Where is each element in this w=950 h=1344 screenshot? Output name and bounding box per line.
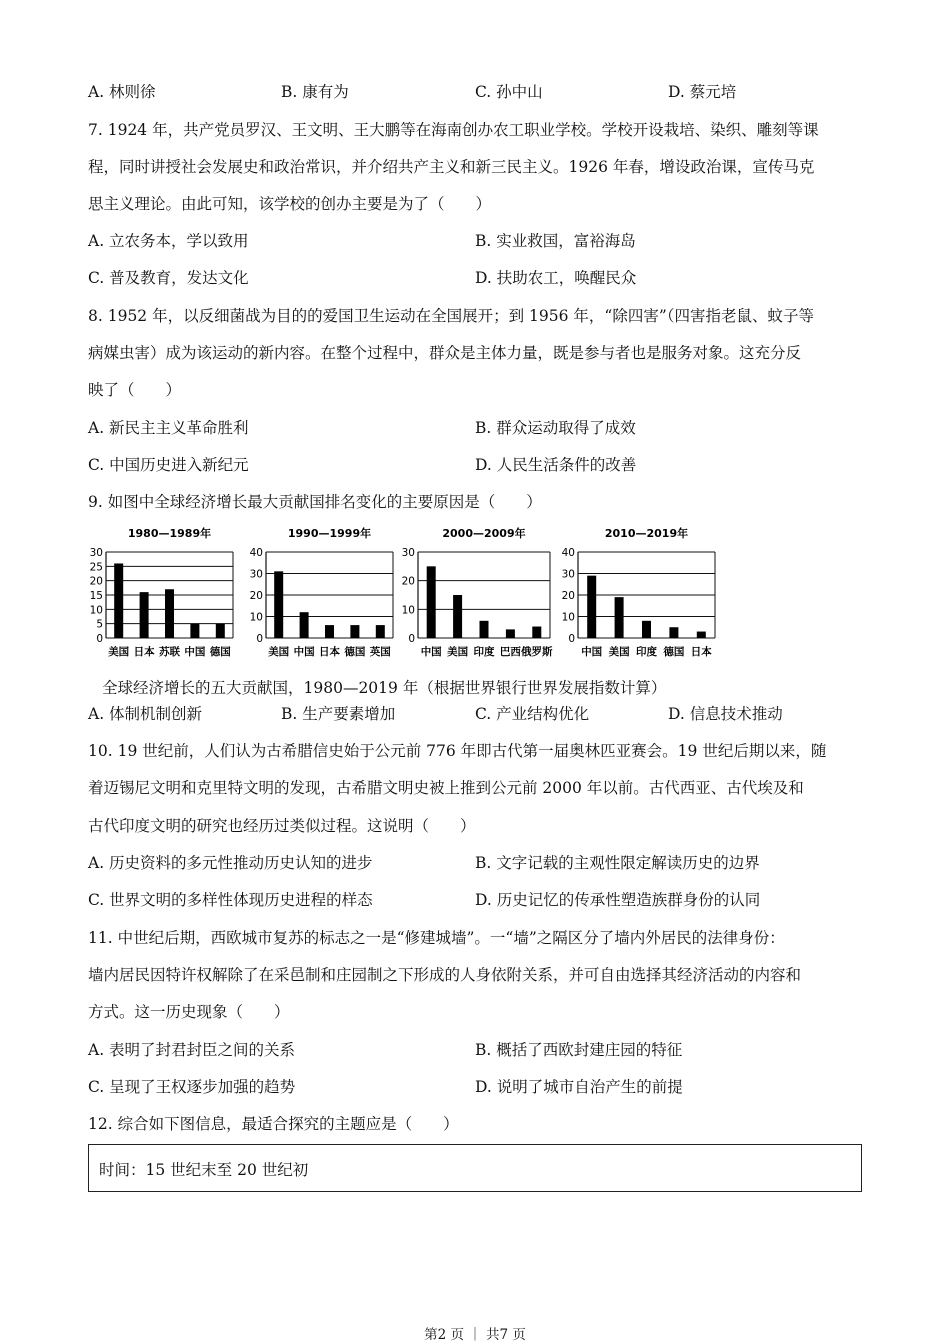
bar xyxy=(376,625,385,638)
x-tick-label: 日本 xyxy=(133,646,155,658)
chart-svg xyxy=(88,522,238,667)
q8-stem-line: 8. 1952 年，以反细菌战为目的的爱国卫生运动在全国展开；到 1956 年，“除四害”（四害指老鼠、蚊子等 xyxy=(88,307,814,325)
q11-stem-line: 方式。这一历史现象（ ） xyxy=(88,1003,290,1021)
q10-option-a: A. 历史资料的多元性推动历史认知的进步 xyxy=(88,854,373,872)
x-tick-label: 印度 xyxy=(473,646,495,658)
x-tick-label: 英国 xyxy=(369,646,391,658)
chart-title: 2000—2009年 xyxy=(442,527,526,540)
x-tick-label: 美国 xyxy=(268,646,290,658)
chart-svg xyxy=(560,522,720,667)
q10-option-c: C. 世界文明的多样性体现历史进程的样态 xyxy=(88,891,373,909)
bar xyxy=(669,627,678,638)
q9-option-c: C. 产业结构优化 xyxy=(475,705,590,723)
bar xyxy=(697,632,706,638)
bar xyxy=(114,563,123,638)
q8-option-d: D. 人民生活条件的改善 xyxy=(475,456,637,474)
page-footer: 第2 页 ｜ 共7 页 xyxy=(424,1327,526,1343)
y-tick-label: 30 xyxy=(561,568,575,581)
chart-title: 1990—1999年 xyxy=(287,527,372,540)
y-tick-label: 10 xyxy=(401,604,415,617)
x-tick-label: 印度 xyxy=(636,646,657,658)
q9-stem: 9. 如图中全球经济增长最大贡献国排名变化的主要原因是（ ） xyxy=(88,493,542,511)
bar xyxy=(587,576,596,638)
y-tick-label: 30 xyxy=(249,568,263,581)
bar xyxy=(325,625,334,638)
bar xyxy=(532,627,541,638)
q7-stem-line: 7. 1924 年，共产党员罗汉、王文明、王大鹏等在海南创办农工职业学校。学校开设栽培、染织、雕刻等课 xyxy=(88,121,819,139)
q9-option-a: A. 体制机制创新 xyxy=(88,705,203,723)
y-tick-label: 0 xyxy=(256,633,263,645)
x-tick-label: 日本 xyxy=(319,646,340,658)
bar xyxy=(190,624,199,638)
q10-option-b: B. 文字记载的主观性限定解读历史的边界 xyxy=(475,854,760,872)
x-tick-label: 中国 xyxy=(420,646,442,658)
q8-option-c: C. 中国历史进入新纪元 xyxy=(88,456,249,474)
q7-option-a: A. 立农务本，学以致用 xyxy=(88,232,249,250)
x-tick-label: 美国 xyxy=(608,646,630,658)
q12-box-text: 时间：15 世纪末至 20 世纪初 xyxy=(99,1161,309,1179)
q6-option-a: A. 林则徐 xyxy=(88,83,156,101)
x-tick-label: 德国 xyxy=(344,646,366,658)
chart-caption: 全球经济增长的五大贡献国，1980—2019 年（根据世界银行世界发展指数计算） xyxy=(102,679,667,697)
bar xyxy=(480,621,489,638)
bar-chart-1980s xyxy=(88,522,238,671)
y-tick-label: 5 xyxy=(96,618,103,631)
y-tick-label: 0 xyxy=(96,633,103,645)
q12-info-box xyxy=(88,1144,862,1192)
bar xyxy=(274,571,283,638)
q7-option-c: C. 普及教育，发达文化 xyxy=(88,269,249,287)
q11-stem-line: 墙内居民因特许权解除了在采邑制和庄园制之下形成的人身依附关系，并可自由选择其经济活动的内容和 xyxy=(88,966,802,984)
y-tick-label: 40 xyxy=(249,547,263,559)
chart-svg xyxy=(248,522,398,667)
x-tick-label: 德国 xyxy=(209,646,231,658)
q9-option-b: B. 生产要素增加 xyxy=(281,705,396,723)
bar xyxy=(615,597,624,638)
bar xyxy=(427,566,436,638)
bar xyxy=(506,629,515,638)
x-tick-label: 巴西 xyxy=(499,646,521,658)
q8-stem-line: 病媒虫害）成为该运动的新内容。在整个过程中，群众是主体力量，既是参与者也是服务对象。这充分反 xyxy=(88,344,802,362)
x-tick-label: 中国 xyxy=(581,646,603,658)
q7-option-b: B. 实业救国，富裕海岛 xyxy=(475,232,636,250)
y-tick-label: 10 xyxy=(89,604,103,617)
chart-title: 2010—2019年 xyxy=(604,527,689,540)
bar xyxy=(453,595,462,638)
q12-stem: 12. 综合如下图信息，最适合探究的主题应是（ ） xyxy=(88,1115,459,1133)
q10-option-d: D. 历史记忆的传承性塑造族群身份的认同 xyxy=(475,891,761,909)
chart-svg xyxy=(400,522,555,667)
q6-option-d: D. 蔡元培 xyxy=(668,83,737,101)
q10-stem-line: 古代印度文明的研究也经历过类似过程。这说明（ ） xyxy=(88,817,476,835)
q11-option-a: A. 表明了封君封臣之间的关系 xyxy=(88,1041,296,1059)
y-tick-label: 0 xyxy=(408,633,415,645)
bar xyxy=(165,589,174,638)
q7-stem-line: 思主义理论。由此可知，该学校的创办主要是为了（ ） xyxy=(88,195,492,213)
q8-stem-line: 映了（ ） xyxy=(88,381,182,399)
bar xyxy=(216,624,225,638)
q9-option-d: D. 信息技术推动 xyxy=(668,705,783,723)
q7-stem-line: 程，同时讲授社会发展史和政治常识，并介绍共产主义和新三民主义。1926 年春，增设政治课，宣传马克 xyxy=(88,158,815,176)
y-tick-label: 20 xyxy=(249,590,263,602)
y-tick-label: 10 xyxy=(561,611,575,624)
y-tick-label: 20 xyxy=(561,590,575,602)
y-tick-label: 40 xyxy=(561,547,575,559)
x-tick-label: 美国 xyxy=(108,646,130,658)
q8-option-b: B. 群众运动取得了成效 xyxy=(475,419,636,437)
x-tick-label: 美国 xyxy=(447,646,469,658)
chart-title: 1980—1989年 xyxy=(127,527,212,540)
y-tick-label: 20 xyxy=(401,575,415,588)
q10-stem-line: 着迈锡尼文明和克里特文明的发现，古希腊文明史被上推到公元前 2000 年以前。古代西亚、古代埃及和 xyxy=(88,779,804,797)
bar xyxy=(300,612,309,638)
q10-stem-line: 10. 19 世纪前，人们认为古希腊信史始于公元前 776 年即古代第一届奥林匹亚赛会。19 世纪后期以来，随 xyxy=(88,742,827,760)
q11-stem-line: 11. 中世纪后期，西欧城市复苏的标志之一是“修建城墙”。一“墙”之隔区分了墙内外居民的法律身份： xyxy=(88,929,785,947)
bar xyxy=(140,592,149,638)
bar-chart-1990s xyxy=(248,522,398,671)
q11-option-d: D. 说明了城市自治产生的前提 xyxy=(475,1078,683,1096)
x-tick-label: 日本 xyxy=(690,646,712,658)
x-tick-label: 中国 xyxy=(293,646,315,658)
q11-option-c: C. 呈现了王权逐步加强的趋势 xyxy=(88,1078,296,1096)
bar xyxy=(350,625,359,638)
q8-option-a: A. 新民主主义革命胜利 xyxy=(88,419,249,437)
y-tick-label: 30 xyxy=(401,547,415,559)
q7-option-d: D. 扶助农工，唤醒民众 xyxy=(475,269,637,287)
y-tick-label: 30 xyxy=(89,547,103,559)
x-tick-label: 苏联 xyxy=(159,646,180,658)
q11-option-b: B. 概括了西欧封建庄园的特征 xyxy=(475,1041,683,1059)
y-tick-label: 10 xyxy=(249,611,263,624)
y-tick-label: 25 xyxy=(89,561,103,574)
q6-option-c: C. 孙中山 xyxy=(475,83,543,101)
x-tick-label: 俄罗斯 xyxy=(521,646,553,658)
bar-chart-2000s xyxy=(400,522,555,671)
y-tick-label: 15 xyxy=(89,590,103,602)
x-tick-label: 中国 xyxy=(184,646,206,658)
bar xyxy=(642,621,651,638)
y-tick-label: 0 xyxy=(568,633,575,645)
bar-chart-2010s xyxy=(560,522,720,671)
q6-option-b: B. 康有为 xyxy=(281,83,349,101)
x-tick-label: 德国 xyxy=(663,646,685,658)
y-tick-label: 20 xyxy=(89,575,103,588)
